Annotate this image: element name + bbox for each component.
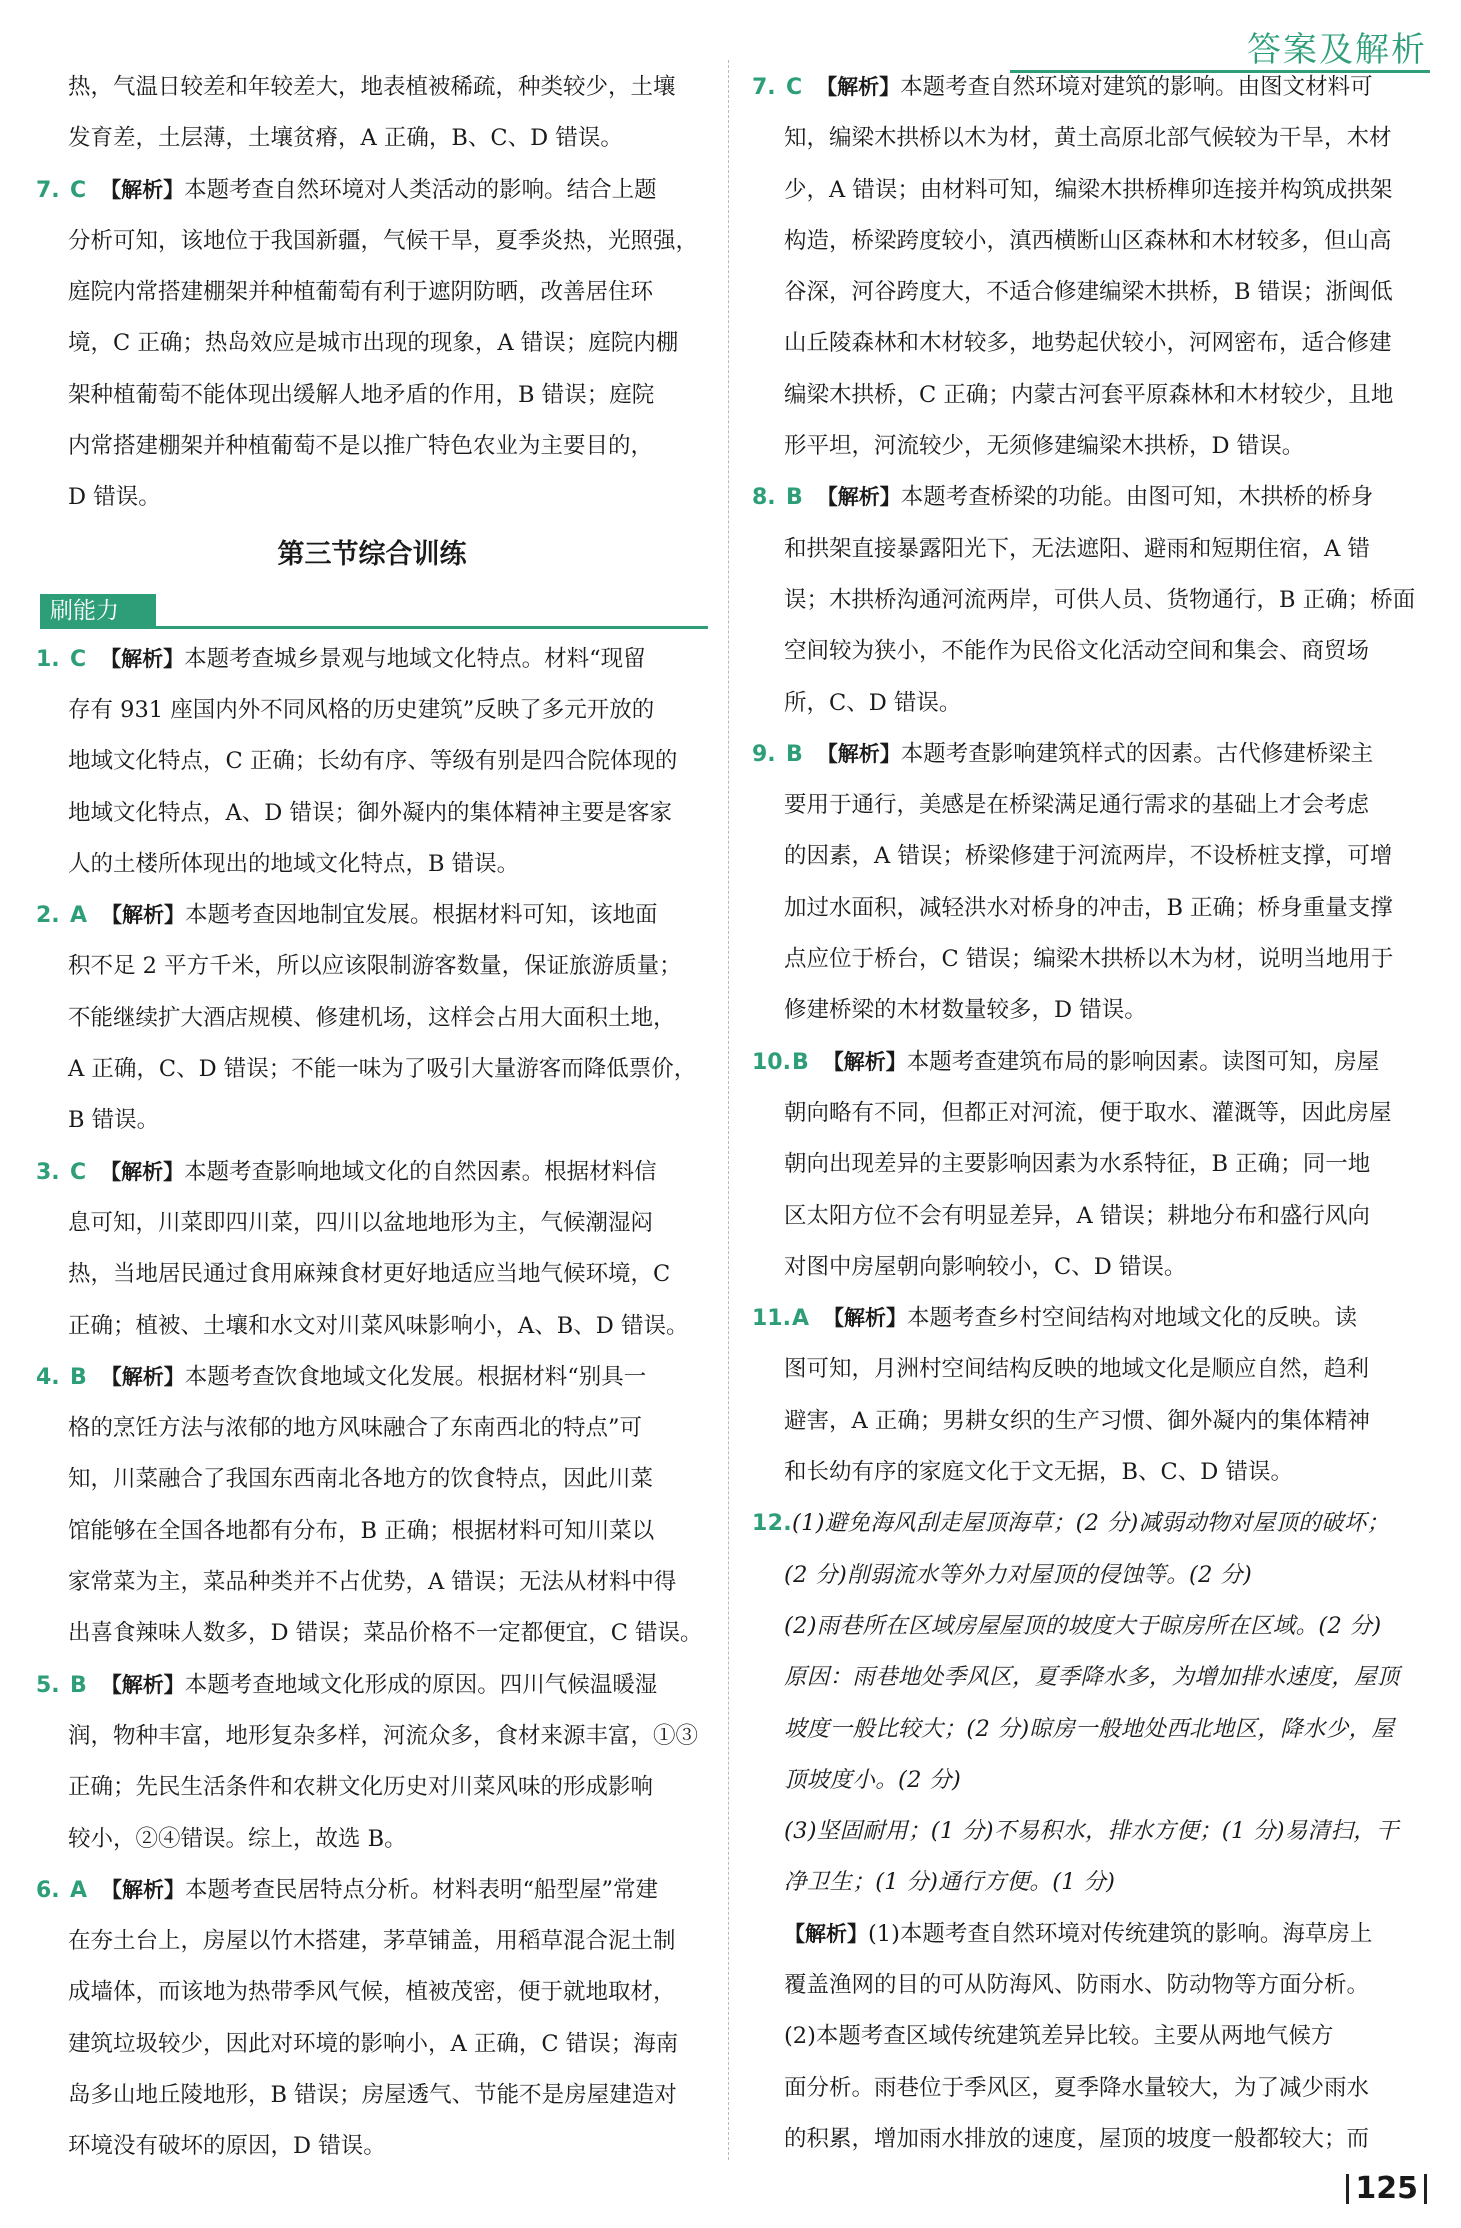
text-line: 面分析。雨巷位于季风区，夏季降水量较大，为了减少雨水	[784, 2074, 1370, 2101]
text-line: 息可知，川菜即四川菜，四川以盆地地形为主，气候潮湿闷	[68, 1209, 654, 1236]
text-line: 润，物种丰富，地形复杂多样，河流众多，食材来源丰富，①③	[68, 1722, 699, 1749]
text-line: B 错误。	[68, 1107, 160, 1134]
explanation-text: 本题考查自然环境对建筑的影响。由图文材料可	[900, 74, 1373, 100]
jiexi-label: 【解析】	[100, 646, 185, 671]
answer-line: 净卫生；(1 分)通行方便。(1 分)	[784, 1869, 1116, 1896]
text-line: 构造，桥梁跨度较小，滇西横断山区森林和木材较多，但山高	[784, 227, 1392, 254]
question-3-head	[36, 1147, 708, 1198]
question-7-head	[752, 62, 1422, 113]
text-line: 正确；先民生活条件和农耕文化历史对川菜风味的形成影响	[68, 1774, 654, 1801]
question-2-head	[36, 890, 708, 941]
jiexi-label: 【解析】	[816, 75, 901, 99]
text-line: 谷深，河谷跨度大，不适合修建编梁木拱桥，B 错误；浙闽低	[784, 279, 1393, 306]
column-divider	[728, 60, 729, 2160]
answer-letter: C	[70, 177, 87, 203]
text-line: 不能继续扩大酒店规模、修建机场，这样会占用大面积土地，	[68, 1004, 676, 1031]
answer-letter: B	[792, 1049, 809, 1075]
text-line: 架种植葡萄不能体现出缓解人地矛盾的作用，B 错误；庭院	[68, 381, 655, 408]
section-title: 第三节综合训练	[277, 538, 467, 570]
text-line: 存有 931 座国内外不同风格的历史建筑”反映了多元开放的	[68, 696, 655, 723]
text-line: 分析可知，该地位于我国新疆，气候干旱，夏季炎热，光照强，	[68, 227, 699, 254]
question-number: 3.	[36, 1159, 60, 1185]
answer-letter: A	[70, 1877, 88, 1903]
answer-line: 坡度一般比较大；(2 分)晾房一般地处西北地区，降水少，屋	[784, 1715, 1395, 1742]
question-number: 2.	[36, 903, 60, 929]
text-line: 人的土楼所体现出的地域文化特点，B 错误。	[68, 850, 520, 877]
right-column	[752, 62, 1422, 2165]
jiexi-label: 【解析】	[816, 485, 901, 510]
text-line: 山丘陵森林和木材较多，地势起伏较小，河网密布，适合修建	[784, 330, 1392, 357]
explanation-text: 本题考查桥梁的功能。由图可知，木拱桥的桥身	[900, 484, 1374, 511]
text-line: 的积累，增加雨水排放的速度，屋顶的坡度一般都较大；而	[784, 2125, 1370, 2152]
answer-letter: C	[786, 75, 803, 100]
text-line: 地域文化特点，A、D 错误；御外凝内的集体精神主要是客家	[68, 799, 672, 826]
explanation-text: 本题考查影响建筑样式的因素。古代修建桥梁主	[900, 740, 1374, 767]
text-line: (2)本题考查区域传统建筑差异比较。主要从两地气候方	[784, 2023, 1334, 2050]
question-8-head	[752, 472, 1422, 523]
text-line: 环境没有破坏的原因，D 错误。	[68, 2133, 386, 2160]
text-line: 要用于通行，美感是在桥梁满足通行需求的基础上才会考虑	[784, 792, 1370, 819]
question-number: 10.	[752, 1049, 791, 1075]
text-line: 形平坦，河流较少，无须修建编梁木拱桥，D 错误。	[784, 433, 1305, 460]
question-number: 11.	[752, 1306, 791, 1332]
question-number: 7.	[752, 75, 776, 100]
text-line: 庭院内常搭建棚架并种植葡萄有利于遮阴防晒，改善居住环	[68, 279, 654, 306]
explanation-text: 本题考查自然环境对人类活动的影响。结合上题	[184, 176, 657, 203]
page-number: 125	[1346, 2174, 1427, 2204]
question-7-head	[36, 165, 708, 216]
text-line: A 正确，C、D 错误；不能一味为了吸引大量游客而降低票价，	[68, 1056, 697, 1083]
text-line: 加过水面积，减轻洪水对桥身的冲击，B 正确；桥身重量支撑	[784, 894, 1393, 921]
question-number: 7.	[36, 177, 60, 203]
text-line: 成墙体，而该地为热带季风气候，植被茂密，便于就地取材，	[68, 1979, 676, 2006]
text-line: 和拱架直接暴露阳光下，无法遮阳、避雨和短期住宿，A 错	[784, 535, 1370, 562]
question-number: 9.	[752, 741, 776, 767]
text-line: 境，C 正确；热岛效应是城市出现的现象，A 错误；庭院内棚	[68, 330, 679, 357]
text-line: 内常搭建棚架并种植葡萄不是以推广特色农业为主要目的，	[68, 433, 654, 460]
question-number: 5.	[36, 1672, 60, 1698]
question-10-head	[752, 1037, 1422, 1088]
text-line: 格的烹饪方法与浓郁的地方风味融合了东南西北的特点”可	[68, 1415, 643, 1442]
explanation-text: (1)本题考查自然环境对传统建筑的影响。海草房上	[868, 1920, 1373, 1947]
explanation-text: 本题考查饮食地域文化发展。根据材料“别具一	[184, 1363, 647, 1390]
jiexi-label: 【解析】	[816, 741, 901, 766]
jiexi-label: 【解析】	[100, 1364, 185, 1389]
text-line: 对图中房屋朝向影响较小，C、D 错误。	[784, 1253, 1187, 1280]
explanation-text: 本题考查因地制宜发展。根据材料可知，该地面	[185, 902, 658, 929]
text-line: 覆盖渔网的目的可从防海风、防雨水、防动物等方面分析。	[784, 1971, 1370, 1998]
jiexi-label: 【解析】	[101, 903, 186, 928]
text-line: 建筑垃圾较少，因此对环境的影响小，A 正确，C 错误；海南	[68, 2030, 679, 2057]
text-line: D 错误。	[68, 484, 161, 511]
answer-line: (2)雨巷所在区域房屋屋顶的坡度大于晾房所在区域。(2 分)	[784, 1612, 1382, 1639]
text-line: 出喜食辣味人数多，D 错误；菜品价格不一定都便宜，C 错误。	[68, 1620, 703, 1647]
text-line: 修建桥梁的木材数量较多，D 错误。	[784, 997, 1147, 1024]
text-line: 避害，A 正确；男耕女织的生产习惯、御外凝内的集体精神	[784, 1407, 1370, 1434]
text-line: 热，气温日较差和年较差大，地表植被稀疏，种类较少，土壤	[68, 74, 676, 100]
question-number: 1.	[36, 646, 60, 672]
text-line: 岛多山地丘陵地形，B 错误；房屋透气、节能不是房屋建造对	[68, 2081, 677, 2108]
jiexi-label: 【解析】	[101, 1877, 186, 1902]
question-number: 8.	[752, 485, 776, 511]
jiexi-label: 【解析】	[822, 1049, 907, 1074]
answer-line: (3)坚固耐用；(1 分)不易积水，排水方便；(1 分)易清扫，干	[784, 1818, 1399, 1845]
text-line: 误；木拱桥沟通河流两岸，可供人员、货物通行，B 正确；桥面	[784, 586, 1416, 613]
question-5-head	[36, 1660, 708, 1711]
answer-letter: B	[70, 1672, 87, 1698]
text-line: 的因素，A 错误；桥梁修建于河流两岸，不设桥桩支撑，可增	[784, 843, 1393, 870]
explanation-text: 本题考查城乡景观与地域文化特点。材料“现留	[184, 645, 646, 672]
answer-letter: A	[792, 1306, 810, 1332]
answer-letter: C	[70, 646, 87, 672]
answer-letter: C	[70, 1159, 87, 1185]
text-line: 在夯土台上，房屋以竹木搭建，茅草铺盖，用稻草混合泥土制	[68, 1928, 676, 1955]
text-line: 图可知，月洲村空间结构反映的地域文化是顺应自然，趋利	[784, 1356, 1370, 1383]
header-title: 答案及解析	[1247, 30, 1427, 70]
text-line: 朝向出现差异的主要影响因素为水系特征，B 正确；同一地	[784, 1151, 1371, 1178]
practice-tag-rule	[40, 626, 708, 629]
text-line: 点应位于桥台，C 错误；编梁木拱桥以木为材，说明当地用于	[784, 946, 1394, 973]
text-line: 发育差，土层薄，土壤贫瘠，A 正确，B、C、D 错误。	[68, 125, 623, 152]
answer-letter: B	[70, 1364, 87, 1390]
practice-tag: 刷能力	[40, 594, 156, 628]
answer-line: 顶坡度小。(2 分)	[784, 1766, 962, 1793]
text-line: 空间较为狭小，不能作为民俗文化活动空间和集会、商贸场	[784, 638, 1370, 665]
question-9-head	[752, 729, 1422, 780]
answer-line: 原因：雨巷地处季风区，夏季降水多，为增加排水速度，屋顶	[784, 1664, 1400, 1691]
jiexi-label: 【解析】	[100, 1672, 185, 1697]
explanation-text: 本题考查乡村空间结构对地域文化的反映。读	[907, 1305, 1358, 1332]
text-line: 热，当地居民通过食用麻辣食材更好地适应当地气候环境，C	[68, 1261, 671, 1288]
answer-text: (1)避免海风刮走屋顶海草；(2 分)减弱动物对屋顶的破坏；	[792, 1510, 1390, 1537]
question-4-head	[36, 1352, 708, 1403]
text-line: 所，C、D 错误。	[784, 689, 962, 716]
question-number: 6.	[36, 1877, 60, 1903]
text-line: 正确；植被、土壤和水文对川菜风味影响小，A、B、D 错误。	[68, 1312, 689, 1339]
explanation-text: 本题考查影响地域文化的自然因素。根据材料信	[184, 1158, 657, 1185]
question-12-jiexi-head	[752, 1909, 1422, 1960]
answer-letter: B	[786, 741, 803, 767]
explanation-text: 本题考查民居特点分析。材料表明“船型屋”常建	[185, 1876, 659, 1903]
question-number: 12.	[752, 1511, 792, 1537]
text-line: 地域文化特点，C 正确；长幼有序、等级有别是四合院体现的	[68, 748, 678, 775]
question-number: 4.	[36, 1364, 60, 1390]
text-line: 和长幼有序的家庭文化于文无据，B、C、D 错误。	[784, 1459, 1293, 1486]
text-line: 编梁木拱桥，C 正确；内蒙古河套平原森林和木材较少，且地	[784, 381, 1394, 408]
text-line: 朝向略有不同，但都正对河流，便于取水、灌溉等，因此房屋	[784, 1099, 1392, 1126]
text-line: 知，编梁木拱桥以木为材，黄土高原北部气候较为干旱，木材	[784, 125, 1392, 152]
explanation-text: 本题考查建筑布局的影响因素。读图可知，房屋	[906, 1048, 1380, 1075]
text-line: 家常菜为主，菜品种类并不占优势，A 错误；无法从材料中得	[68, 1569, 677, 1596]
answer-letter: A	[70, 903, 88, 929]
question-1-head	[36, 634, 708, 685]
explanation-text: 本题考查地域文化形成的原因。四川气候温暖湿	[184, 1671, 658, 1698]
jiexi-label: 【解析】	[100, 177, 185, 202]
jiexi-label: 【解析】	[784, 1921, 868, 1946]
question-6-head	[36, 1865, 708, 1916]
practice-tag-band	[36, 586, 708, 634]
answer-line: (2 分)削弱流水等外力对屋顶的侵蚀等。(2 分)	[784, 1561, 1253, 1588]
text-line: 较小，②④错误。综上，故选 B。	[68, 1825, 407, 1852]
question-12-head	[752, 1498, 1422, 1549]
jiexi-label: 【解析】	[100, 1159, 185, 1184]
question-11-head	[752, 1293, 1422, 1344]
text-line: 知，川菜融合了我国东西南北各地方的饮食特点，因此川菜	[68, 1466, 654, 1493]
answer-letter: B	[786, 485, 803, 511]
left-column	[36, 62, 708, 2173]
text-line: 积不足 2 平方千米，所以应该限制游客数量，保证旅游质量；	[68, 953, 682, 980]
jiexi-label: 【解析】	[823, 1306, 908, 1331]
text-line: 少，A 错误；由材料可知，编梁木拱桥榫卯连接并构筑成拱架	[784, 176, 1393, 203]
text-line: 区太阳方位不会有明显差异，A 错误；耕地分布和盛行风向	[784, 1202, 1370, 1229]
text-line: 馆能够在全国各地都有分布，B 正确；根据材料可知川菜以	[68, 1517, 655, 1544]
